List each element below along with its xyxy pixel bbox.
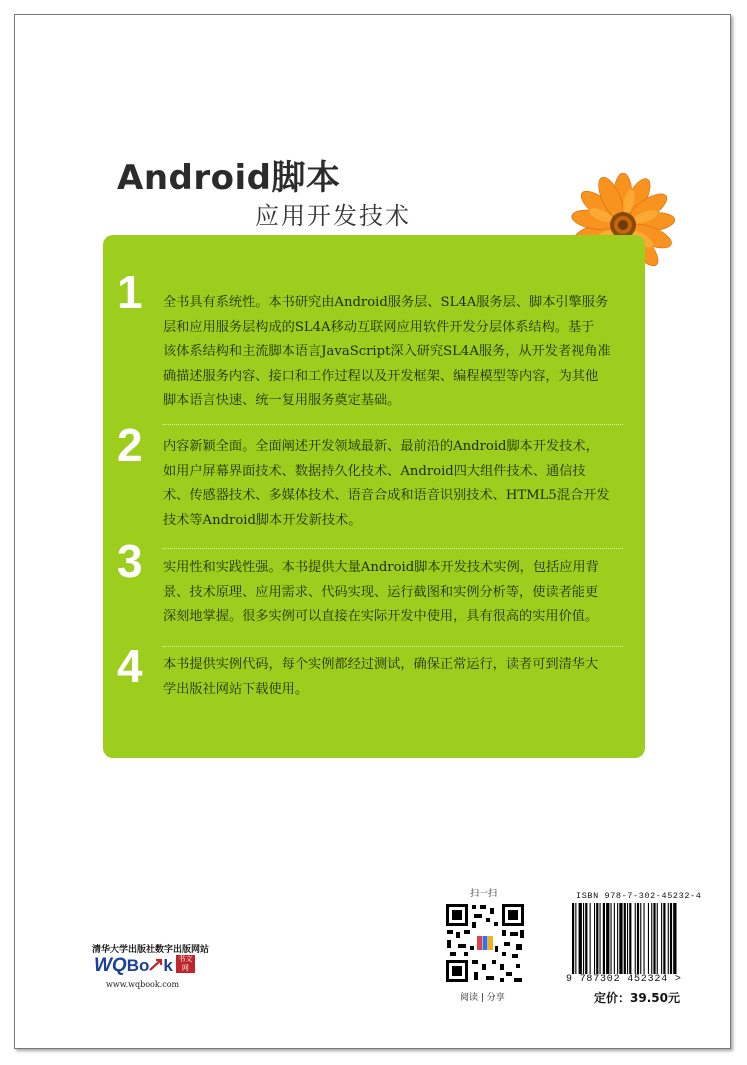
barcode-bar [668, 903, 669, 975]
feature-number: 4 [117, 640, 143, 692]
barcode-bar [579, 903, 582, 975]
publisher-name: 清华大学出版社数字出版网站 [92, 945, 210, 955]
barcode-bar [670, 903, 672, 975]
feature-number: 1 [117, 266, 143, 318]
publisher-url: www.wqbook.com [106, 980, 180, 989]
feature-text: 全书具有系统性。本书研究由Android服务层、SL4A服务层、脚本引擎服务 层和应用服务层构成的SL4A移动互联网应用软件开发分层体系结构。基于 该体系结构和主流脚本语言JavaScript深入研究SL4A服务，从开发者视角准 确描述服务内容、接口和工作过程以及开发框架、编程模型等内容，为其他 脚本语言快速、统一复用服务奠定基础。 [163, 295, 611, 408]
barcode-bar [619, 903, 622, 975]
barcode-bar [590, 903, 591, 975]
feature-text: 内容新颖全面。全面阐述开发领域最新、最前沿的Android脚本开发技术， 如用户屏幕界面技术、数据持久化技术、Android四大组件技术、通信技 术、传感器技术、多媒体技术、语音合成和语音识别技术、HTML5混合开发 技术等Android脚本开发新技术。 [163, 439, 610, 528]
arrow-icon [149, 958, 163, 972]
barcode-bar [635, 903, 636, 975]
feature-number: 3 [117, 535, 143, 587]
barcode-bar [627, 903, 628, 975]
qr-label: 扫一扫 [470, 889, 498, 899]
barcode-bar [661, 903, 662, 975]
barcode-bar [657, 903, 658, 975]
barcode-bar [600, 903, 601, 975]
barcode-bar [614, 903, 615, 975]
logo-wq: WQ [94, 955, 127, 976]
isbn-text: ISBN 978-7-302-45232-4 [576, 891, 702, 901]
barcode-bar [637, 903, 639, 975]
barcode-bar [651, 903, 652, 975]
barcode-bar [603, 903, 605, 975]
barcode-bar [624, 903, 626, 975]
feature-text: 本书提供实例代码，每个实例都经过测试，确保正常运行，读者可到清华大 学出版社网站下载使用。 [163, 657, 599, 697]
divider [163, 548, 623, 549]
barcode-bar [644, 903, 645, 975]
qr-code-icon [444, 902, 526, 984]
barcode-bar [663, 903, 665, 975]
price-label: 定价：39.50元 [594, 991, 680, 1005]
barcode-digits: 9 787302 452324 > [566, 974, 682, 985]
qr-caption: 阅读 | 分享 [460, 993, 505, 1003]
barcode-bar [653, 903, 655, 975]
feature-number: 2 [117, 419, 143, 471]
feature-text: 实用性和实践性强。本书提供大量Android脚本开发技术实例，包括应用背 景、技术原理、应用需求、代码实现、运行截图和实例分析等，使读者能更 深刻地掌握。很多实例可以直接在实际开发中使用，具有很高的实用价值。 [163, 560, 599, 624]
barcode-bar [585, 903, 587, 975]
divider [163, 646, 623, 647]
barcode-bar [572, 903, 574, 975]
barcode-bar [629, 903, 631, 975]
barcode-bar [648, 903, 649, 975]
barcode-bar [606, 903, 609, 975]
logo-book: Bo [126, 956, 150, 975]
barcode-bar [575, 903, 576, 975]
barcode-bar [594, 903, 595, 975]
barcode-bar [673, 903, 676, 975]
barcode-bar [596, 903, 598, 975]
publisher-logo [94, 955, 195, 977]
logo-k: k [163, 956, 173, 975]
barcode-bar [611, 903, 612, 975]
barcode-icon [568, 901, 700, 983]
barcode-bar [617, 903, 618, 975]
features-panel [103, 235, 645, 758]
book-subtitle: 应用开发技术 [255, 202, 411, 230]
barcode-bar [640, 903, 641, 975]
barcode-bar [583, 903, 584, 975]
book-title: Android脚本 [117, 158, 341, 198]
publisher-seal: 书文网 [176, 955, 195, 973]
divider [163, 424, 623, 425]
